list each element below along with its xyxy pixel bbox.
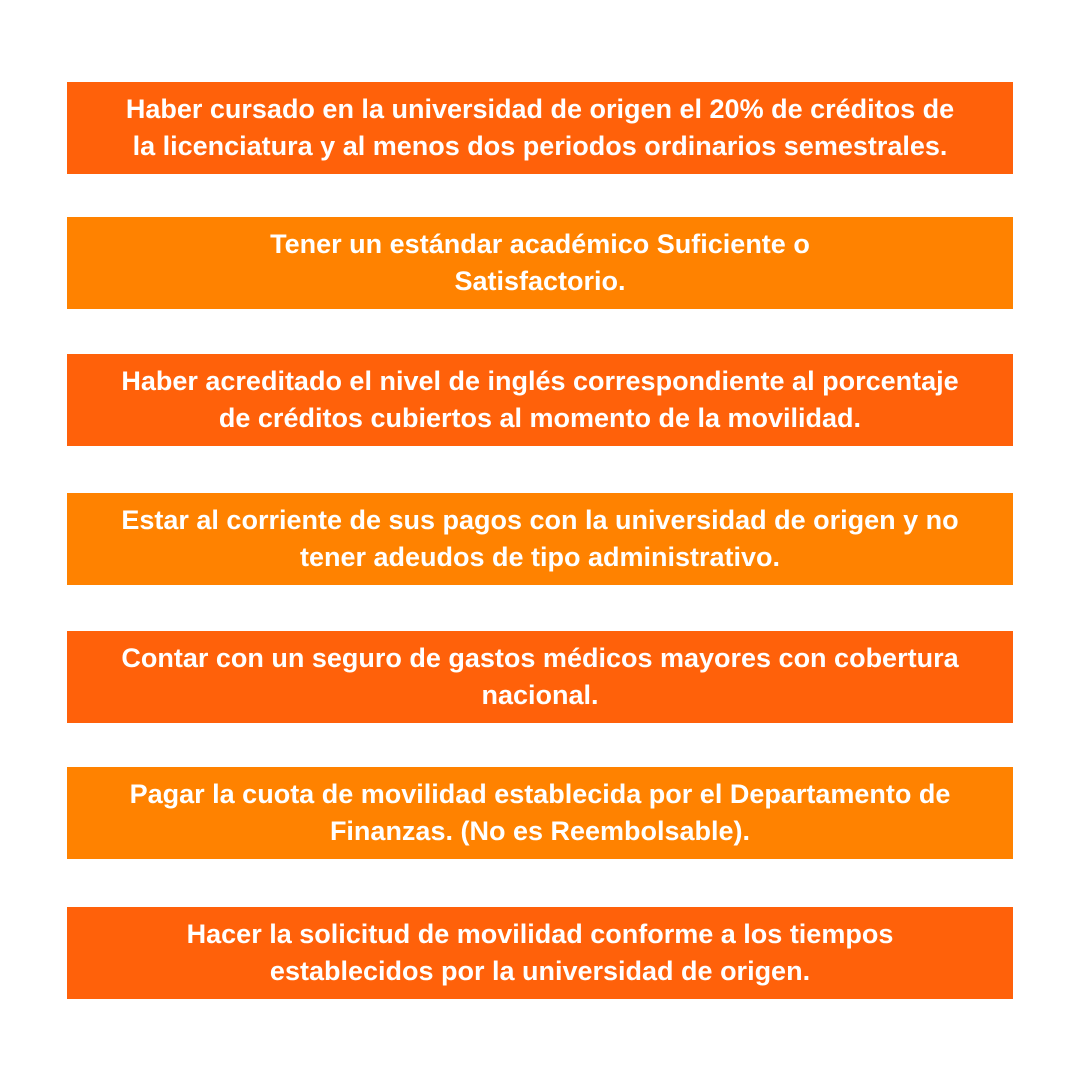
requirement-bar-3: [67, 354, 1013, 446]
requirement-2-line-2: Satisfactorio.: [454, 266, 626, 296]
requirement-6-line-1: Pagar la cuota de movilidad establecida por el Departamento de: [129, 779, 951, 809]
requirement-text-2: [270, 226, 810, 300]
requirement-bar-7: [67, 907, 1013, 999]
requirement-text-5: [121, 640, 958, 714]
requirement-text-7: [187, 916, 894, 990]
requirement-6-line-2: Finanzas. (No es Reembolsable).: [329, 816, 751, 846]
requirement-1-line-2: la licenciatura y al menos dos periodos ordinarios semestrales.: [132, 131, 948, 161]
requirement-bar-5: [67, 631, 1013, 723]
requirement-3-line-2: de créditos cubiertos al momento de la movilidad.: [218, 403, 862, 433]
requirement-bar-4: [67, 493, 1013, 585]
requirement-7-line-2: establecidos por la universidad de origen.: [269, 956, 811, 986]
requirement-7-line-1: Hacer la solicitud de movilidad conforme a los tiempos: [186, 919, 894, 949]
requirement-5-line-2: nacional.: [481, 680, 599, 710]
requirement-text-4: [121, 502, 958, 576]
requirement-bar-1: [67, 82, 1013, 174]
requirement-text-6: [130, 776, 951, 850]
requirement-text-1: [126, 91, 954, 165]
requirement-1-line-1: Haber cursado en la universidad de origen el 20% de créditos de: [125, 94, 955, 124]
requirement-4-line-1: Estar al corriente de sus pagos con la universidad de origen y no: [121, 505, 959, 535]
requirement-2-line-1: Tener un estándar académico Suficiente o: [270, 229, 810, 259]
requirement-4-line-2: tener adeudos de tipo administrativo.: [299, 542, 781, 572]
requirement-bar-2: [67, 217, 1013, 309]
requirement-text-3: [121, 363, 958, 437]
requirement-5-line-1: Contar con un seguro de gastos médicos mayores con cobertura: [121, 643, 959, 673]
requirement-bar-6: [67, 767, 1013, 859]
requirement-3-line-1: Haber acreditado el nivel de inglés correspondiente al porcentaje: [121, 366, 959, 396]
